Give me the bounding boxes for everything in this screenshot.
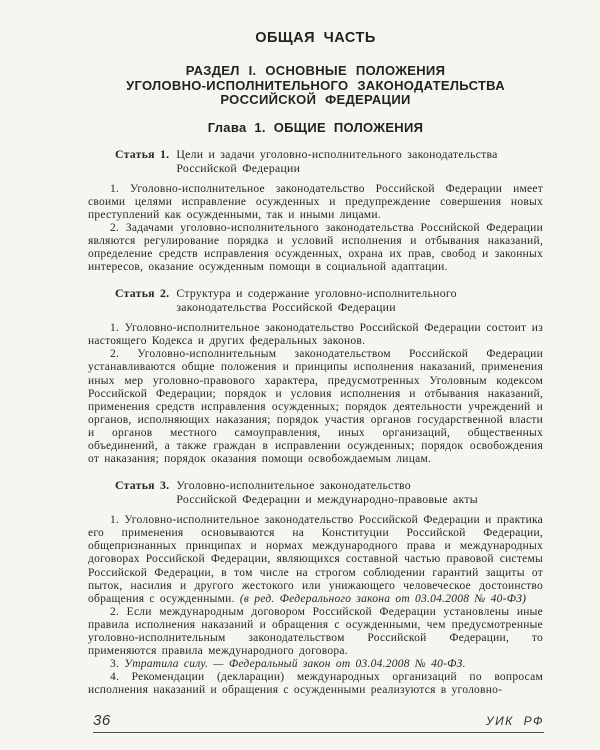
section-title-line: УГОЛОВНО-ИСПОЛНИТЕЛЬНОГО ЗАКОНОДАТЕЛЬСТВА <box>126 77 505 93</box>
article-heading <box>115 286 543 314</box>
article-title-line: Российской Федерации и международно-правовые акты <box>176 492 478 507</box>
section-title <box>88 64 543 108</box>
paragraph-segment: 2. Уголовно-исполнительным законодательством Российской Федерации устанавливаются общие положения и принципы исполнения наказаний, применения иных мер уголовно-правового характера, предусмотренных Уголовным кодексом Российской Федерации; порядок и условия исполнения и отбывания наказаний, применения средств исправления осужденных; порядок деятельности учреждений и органов, исполняющих наказания; порядок участия органов государственной власти и органов местного самоуправления, иных организаций, общественных объединений, а также граждан в исправлении осужденных; порядок освобождения от наказания; порядок оказания помощи освобождаемым лицам. <box>88 348 543 466</box>
article-title-line: Российской Федерации <box>176 160 301 175</box>
article-heading <box>115 147 543 175</box>
article <box>88 286 543 466</box>
article-title <box>176 478 478 506</box>
article-title-line: Уголовно-исполнительное законодательство <box>176 478 411 493</box>
page-number: 36 <box>93 712 111 729</box>
paragraph-segment: 1. Уголовно-исполнительное законодательство Российской Федерации состоит из настоящего Кодекса и других федеральных законов. <box>88 322 543 348</box>
chapter-title: Глава 1. ОБЩИЕ ПОЛОЖЕНИЯ <box>207 119 424 135</box>
article-title <box>176 147 497 175</box>
article-heading <box>115 478 543 506</box>
page-footer <box>93 713 544 733</box>
body-paragraph <box>88 671 543 697</box>
part-title: ОБЩАЯ ЧАСТЬ <box>255 30 376 46</box>
body-paragraph <box>88 606 543 658</box>
body-paragraph <box>88 222 543 274</box>
body-paragraph <box>88 514 543 606</box>
article-title-line: Структура и содержание уголовно-исполнительного <box>176 286 457 301</box>
paragraph-segment: (в ред. Федерального закона от 03.04.2008 № 40-ФЗ) <box>239 592 527 605</box>
paragraph-segment: Утратила силу. — Федеральный закон от 03.04.2008 № 40-ФЗ. <box>124 658 466 671</box>
body-paragraph <box>88 348 543 466</box>
paragraph-segment: 1. Уголовно-исполнительное законодательство Российской Федерации имеет своими целями исправление осужденных и предупреждение совершения новых преступлений как осужденными, так и иными лицами. <box>88 182 543 221</box>
paragraph-segment: 3. <box>110 658 125 671</box>
code-abbreviation: УИК РФ <box>485 714 544 728</box>
paragraph-segment: 2. Задачами уголовно-исполнительного законодательства Российской Федерации являются регулирование порядка и условий исполнения и отбывания наказаний, определение средств исправления осужденных, охрана их прав, свобод и законных интересов, оказание осужденным помощи в социальной адаптации. <box>88 221 543 274</box>
article <box>88 478 543 697</box>
body-paragraph <box>88 183 543 222</box>
body-paragraph <box>88 322 543 348</box>
body-paragraph <box>88 658 543 671</box>
section-title-line: РОССИЙСКОЙ ФЕДЕРАЦИИ <box>220 92 411 107</box>
articles <box>88 147 543 698</box>
paragraph-segment: 4. Рекомендации (декларации) международных организаций по вопросам исполнения наказаний и обращения с осужденными реализуются в уголовно- <box>88 671 543 697</box>
section-title-line: РАЗДЕЛ I. ОСНОВНЫЕ ПОЛОЖЕНИЯ <box>185 63 446 78</box>
article-label: Статья 3. <box>115 478 170 493</box>
article-title-line: Цели и задачи уголовно-исполнительного законодательства <box>176 146 498 161</box>
paragraph-segment: 2. Если международным договором Российской Федерации установлены иные правила исполнения наказаний и обращения с осужденными, чем предусмотренные уголовно-исполнительным законодательством Российской Федерации, то применяются правила международного договора. <box>88 605 543 658</box>
paragraph-segment: 1. Уголовно-исполнительное законодательство Российской Федерации и практика его применения основываются на Конституции Российской Федерации, общепризнанных принципах и нормах международного права и международных договорах Российской Федерации, являющихся составной частью правовой системы Российской Федерации, в том числе на строгом соблюдении гарантий защиты от пыток, насилия и другого жестокого или унижающего человеческое достоинство обращения с осужденными. <box>88 514 543 605</box>
article <box>88 147 543 275</box>
article-label: Статья 2. <box>115 286 170 301</box>
article-title <box>176 286 456 314</box>
article-label: Статья 1. <box>115 146 170 161</box>
article-title-line: законодательства Российской Федерации <box>176 300 396 315</box>
